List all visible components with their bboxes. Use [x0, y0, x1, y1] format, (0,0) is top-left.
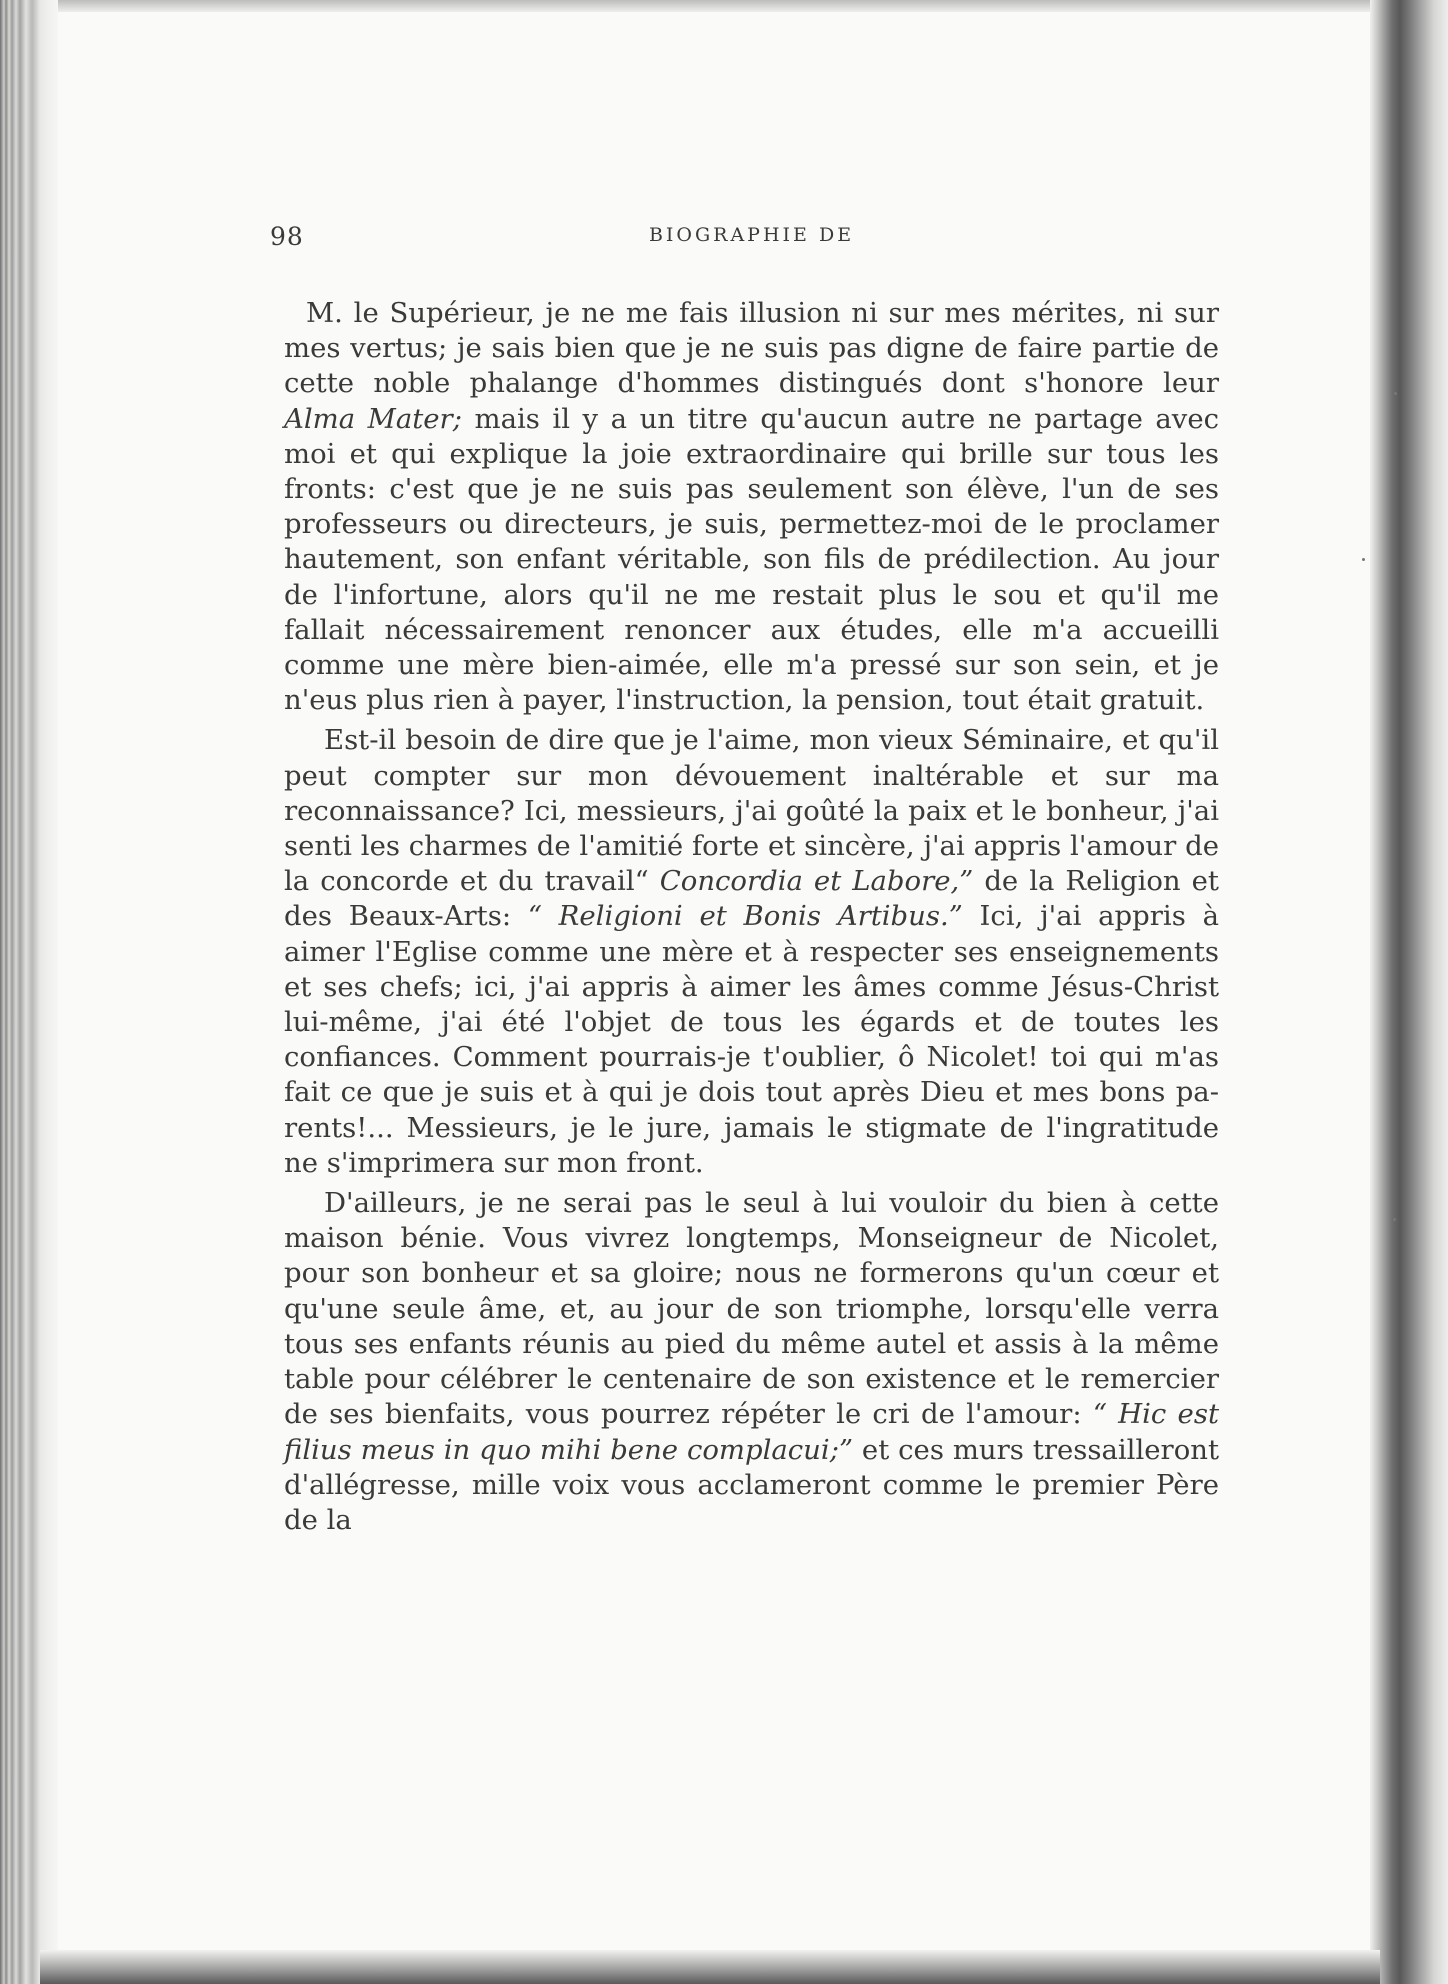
paragraph-2-italic-2: “ Religioni et Bonis Artibus.”: [527, 900, 963, 933]
paragraph-3-italic-1: “ Hic est filius meus in quo mihi bene complacui;”: [284, 1398, 1219, 1466]
page-number: 98: [270, 222, 304, 251]
page-content: [270, 222, 1220, 1538]
paragraph-1: [284, 296, 1219, 718]
paragraph-3-text-1: D'ailleurs, je ne serai pas le seul à lui vouloir du bien à cette maison bénie. Vous vivrez longtemps, Monseigneur de Nicolet, pour son bonheur et sa gloire; nous ne formerons qu'un cœur et qu'une seule âme, et, au jour de son triomphe, lorsqu'elle verra tous ses enfants réunis au pied du même autel et assis à la même table pour célébrer le centenaire de son existence et le remercier de ses bienfaits, vous pourrez répéter le cri de l'amour:: [284, 1187, 1219, 1431]
bottom-shadow: [40, 1950, 1380, 1984]
paragraph-2: [284, 723, 1219, 1181]
paragraph-2-text-2: de la Religion et des Beaux-Arts:: [284, 865, 1219, 933]
paragraph-2-italic-1: Concordia et Labore,”: [659, 865, 974, 898]
running-title: BIOGRAPHIE DE: [648, 224, 855, 246]
page-stack-edges: [0, 0, 58, 1984]
paragraph-1-text-2: mais il y a un titre qu'aucun autre ne partage avec moi et qui explique la joie extraordinaire qui brille sur tous les fronts: c'est que je ne suis pas seulement son élève, l'un de ses professeurs ou directeurs, je suis, permettez-moi de le proclamer hautement, son enfant véritable, son fils de prédilection. Au jour de l'infortune, alors qu'il ne me restait plus le sou et qu'il me fallait nécessairement renoncer aux études, elle m'a accueilli comme une mère bien-aimée, elle m'a pressé sur son sein, et je n'eus plus rien à payer, l'instruction, la pension, tout était gratuit.: [284, 402, 1219, 717]
book-binding-gutter: [1370, 0, 1448, 1984]
paragraph-1-text-1: M. le Supérieur, je ne me fais illusion ni sur mes mérites, ni sur mes vertus; je sais bien que je ne suis pas digne de faire partie de cette noble phalange d'hommes distingués dont s'honore leur: [284, 297, 1219, 400]
margin-speck: [1362, 558, 1365, 561]
margin-speck: [1394, 392, 1397, 395]
margin-speck: [1393, 1218, 1396, 1221]
paragraph-2-text-1: Est-il besoin de dire que je l'aime, mon vieux Séminaire, et qu'il peut compter sur mon dévouement inaltérable et sur ma reconnaissance? Ici, messieurs, j'ai goûté la paix et le bonheur, j'ai senti les charmes de l'amitié forte et sincère, j'ai appris l'amour de la concorde et du travail“: [284, 724, 1219, 898]
paragraph-1-italic-1: Alma Mater;: [284, 402, 462, 435]
running-head: [270, 222, 1219, 262]
paragraph-3: [284, 1186, 1219, 1538]
paragraph-2-text-3: Ici, j'ai appris à aimer l'Eglise comme une mère et à respecter ses enseignements et ses chefs; ici, j'ai appris à aimer les âmes comme Jésus-Christ lui-même, j'ai été l'objet de tous les égards et de toutes les confiances. Comment pourrais-je t'oublier, ô Nicolet! toi qui m'as fait ce que je suis et à qui je dois tout après Dieu et mes bons parents!... Messieurs, je le jure, jamais le stigmate de l'ingratitude ne s'imprimera sur mon front.: [284, 900, 1219, 1179]
paragraph-3-text-2: et ces murs tressailleront d'allégresse, mille voix vous acclameront comme le premier Père de la: [284, 1433, 1220, 1536]
